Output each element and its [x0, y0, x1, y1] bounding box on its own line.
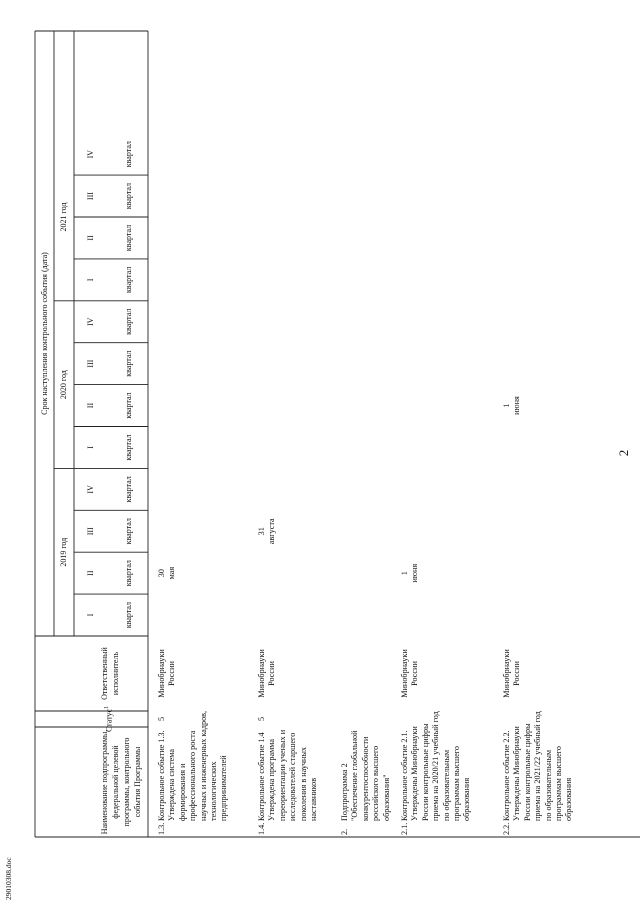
row-executor: России — [410, 661, 420, 686]
quarter-number: III — [86, 192, 95, 201]
row-executor: России — [167, 661, 177, 686]
quarter-label: квартал — [124, 518, 133, 545]
row-number: 2.1. — [400, 822, 409, 835]
name-column-header: программы, контрольного — [122, 737, 131, 827]
row-name-line: программам высшего — [452, 745, 461, 821]
row-name-line: программам высшего — [554, 745, 563, 821]
status-footnote: 1 — [104, 705, 110, 709]
row-name-line: Утверждены Минобрнауки — [512, 726, 522, 821]
row-name-line: образования" — [381, 774, 391, 821]
row-name-line: Контрольное событие 2.2. — [502, 730, 511, 821]
row-executor: России — [512, 661, 522, 686]
quarter-label: квартал — [124, 224, 133, 252]
row-status: 5 — [257, 716, 266, 722]
quarter-number: IV — [86, 485, 95, 494]
quarter-label: квартал — [124, 560, 133, 587]
row-name-line: России контрольные цифры — [522, 723, 532, 821]
name-column-header: федеральной целевой — [111, 745, 120, 819]
quarter-number: I — [86, 278, 95, 282]
row-date-month: июня — [410, 563, 420, 583]
row-name-line: поколения в научных — [298, 746, 308, 821]
quarter-label: квартал — [124, 182, 133, 210]
page-number: 2 — [616, 449, 631, 457]
executor-column-header: Ответственный — [100, 647, 109, 700]
quarter-number: I — [86, 613, 95, 617]
name-column-header: события Программы — [133, 746, 142, 818]
quarter-number: I — [86, 446, 95, 449]
row-date-month: мая — [167, 566, 177, 580]
row-name-line: формирования и — [177, 763, 187, 821]
row-name-line: "Обеспечение глобальной — [350, 730, 360, 821]
row-name-line: приема на 2020/21 учебный год — [431, 711, 441, 821]
quarter-number: IV — [86, 317, 95, 326]
file-footer: 29010308.doc — [4, 857, 13, 900]
row-name-line: наставников — [309, 777, 318, 821]
row-executor: Минобрнауки — [157, 649, 166, 698]
year-header: 2019 год — [59, 537, 68, 567]
row-name-line: российского высшего — [371, 745, 381, 821]
quarter-label: квартал — [124, 434, 133, 461]
row-name-line: Утверждены Минобрнауки — [410, 726, 420, 821]
deadline-header: Срок наступления контрольного события (дата) — [40, 252, 49, 415]
row-name-line: образования — [564, 777, 574, 821]
row-number: 1.4. — [257, 822, 266, 835]
row-number: 2.2. — [502, 822, 511, 835]
quarter-number: IV — [86, 149, 95, 159]
row-number: 1.3. — [157, 822, 166, 835]
name-column-header: Наименование подпрограммы, — [100, 729, 109, 835]
quarter-label: квартал — [124, 601, 133, 629]
quarter-number: II — [86, 235, 95, 241]
quarter-label: квартал — [124, 308, 133, 335]
executor-column-header: исполнитель — [111, 651, 120, 696]
year-header: 2021 год — [59, 202, 68, 232]
row-name-line: предпринимателей — [219, 755, 229, 821]
row-name-line: профессионального роста — [188, 730, 198, 821]
row-executor: России — [267, 661, 277, 686]
row-date-day: 31 — [257, 527, 266, 536]
quarter-number: III — [86, 359, 95, 368]
quarter-label: квартал — [124, 392, 133, 419]
row-name-line: научных и инженерных кадров, — [198, 710, 208, 821]
row-name-line: Контрольное событие 1.3. — [157, 730, 166, 821]
row-name-line: приема на 2021/22 учебный год — [533, 711, 543, 821]
row-name-line: по образовательным — [543, 749, 553, 821]
quarter-number: II — [86, 570, 95, 576]
row-name-line: Контрольное событие 1.4 — [257, 732, 266, 821]
row-executor: Минобрнауки — [257, 649, 266, 698]
row-name-line: переориентации ученых и — [277, 729, 287, 821]
quarter-label: квартал — [124, 350, 133, 377]
quarter-label: квартал — [124, 476, 133, 503]
row-name-line: Контрольное событие 2.1. — [400, 730, 409, 821]
row-name-line: технологических — [209, 761, 218, 821]
row-name-line: образования — [462, 777, 472, 821]
row-date-month: августа — [267, 518, 277, 545]
row-executor: Минобрнауки — [502, 649, 511, 698]
row-name-line: исследователей старшего — [288, 732, 298, 821]
row-name-line: по образовательным — [441, 749, 451, 821]
row-name-line: Утверждена система — [167, 748, 177, 821]
row-date-day: 1 — [502, 403, 511, 408]
row-date-day: 1 — [400, 571, 409, 576]
row-date-day: 30 — [157, 569, 166, 578]
row-executor: Минобрнауки — [400, 649, 409, 698]
row-name-line: Подпрограмма 2 — [340, 763, 349, 821]
row-number: 2. — [340, 828, 349, 835]
quarter-number: II — [86, 402, 95, 409]
row-status: 5 — [157, 716, 166, 722]
quarter-number: III — [86, 527, 95, 536]
row-name-line: России контрольные цифры — [420, 723, 430, 821]
row-name-line: Утверждена программа — [267, 738, 277, 821]
quarter-label: квартал — [124, 266, 133, 293]
status-column-header: Статус$^1$ — [104, 705, 114, 733]
year-header: 2020 год — [59, 370, 68, 400]
quarter-label: квартал — [124, 141, 133, 168]
row-date-month: июня — [512, 396, 522, 415]
row-name-line: конкурентоспособности — [360, 736, 370, 821]
